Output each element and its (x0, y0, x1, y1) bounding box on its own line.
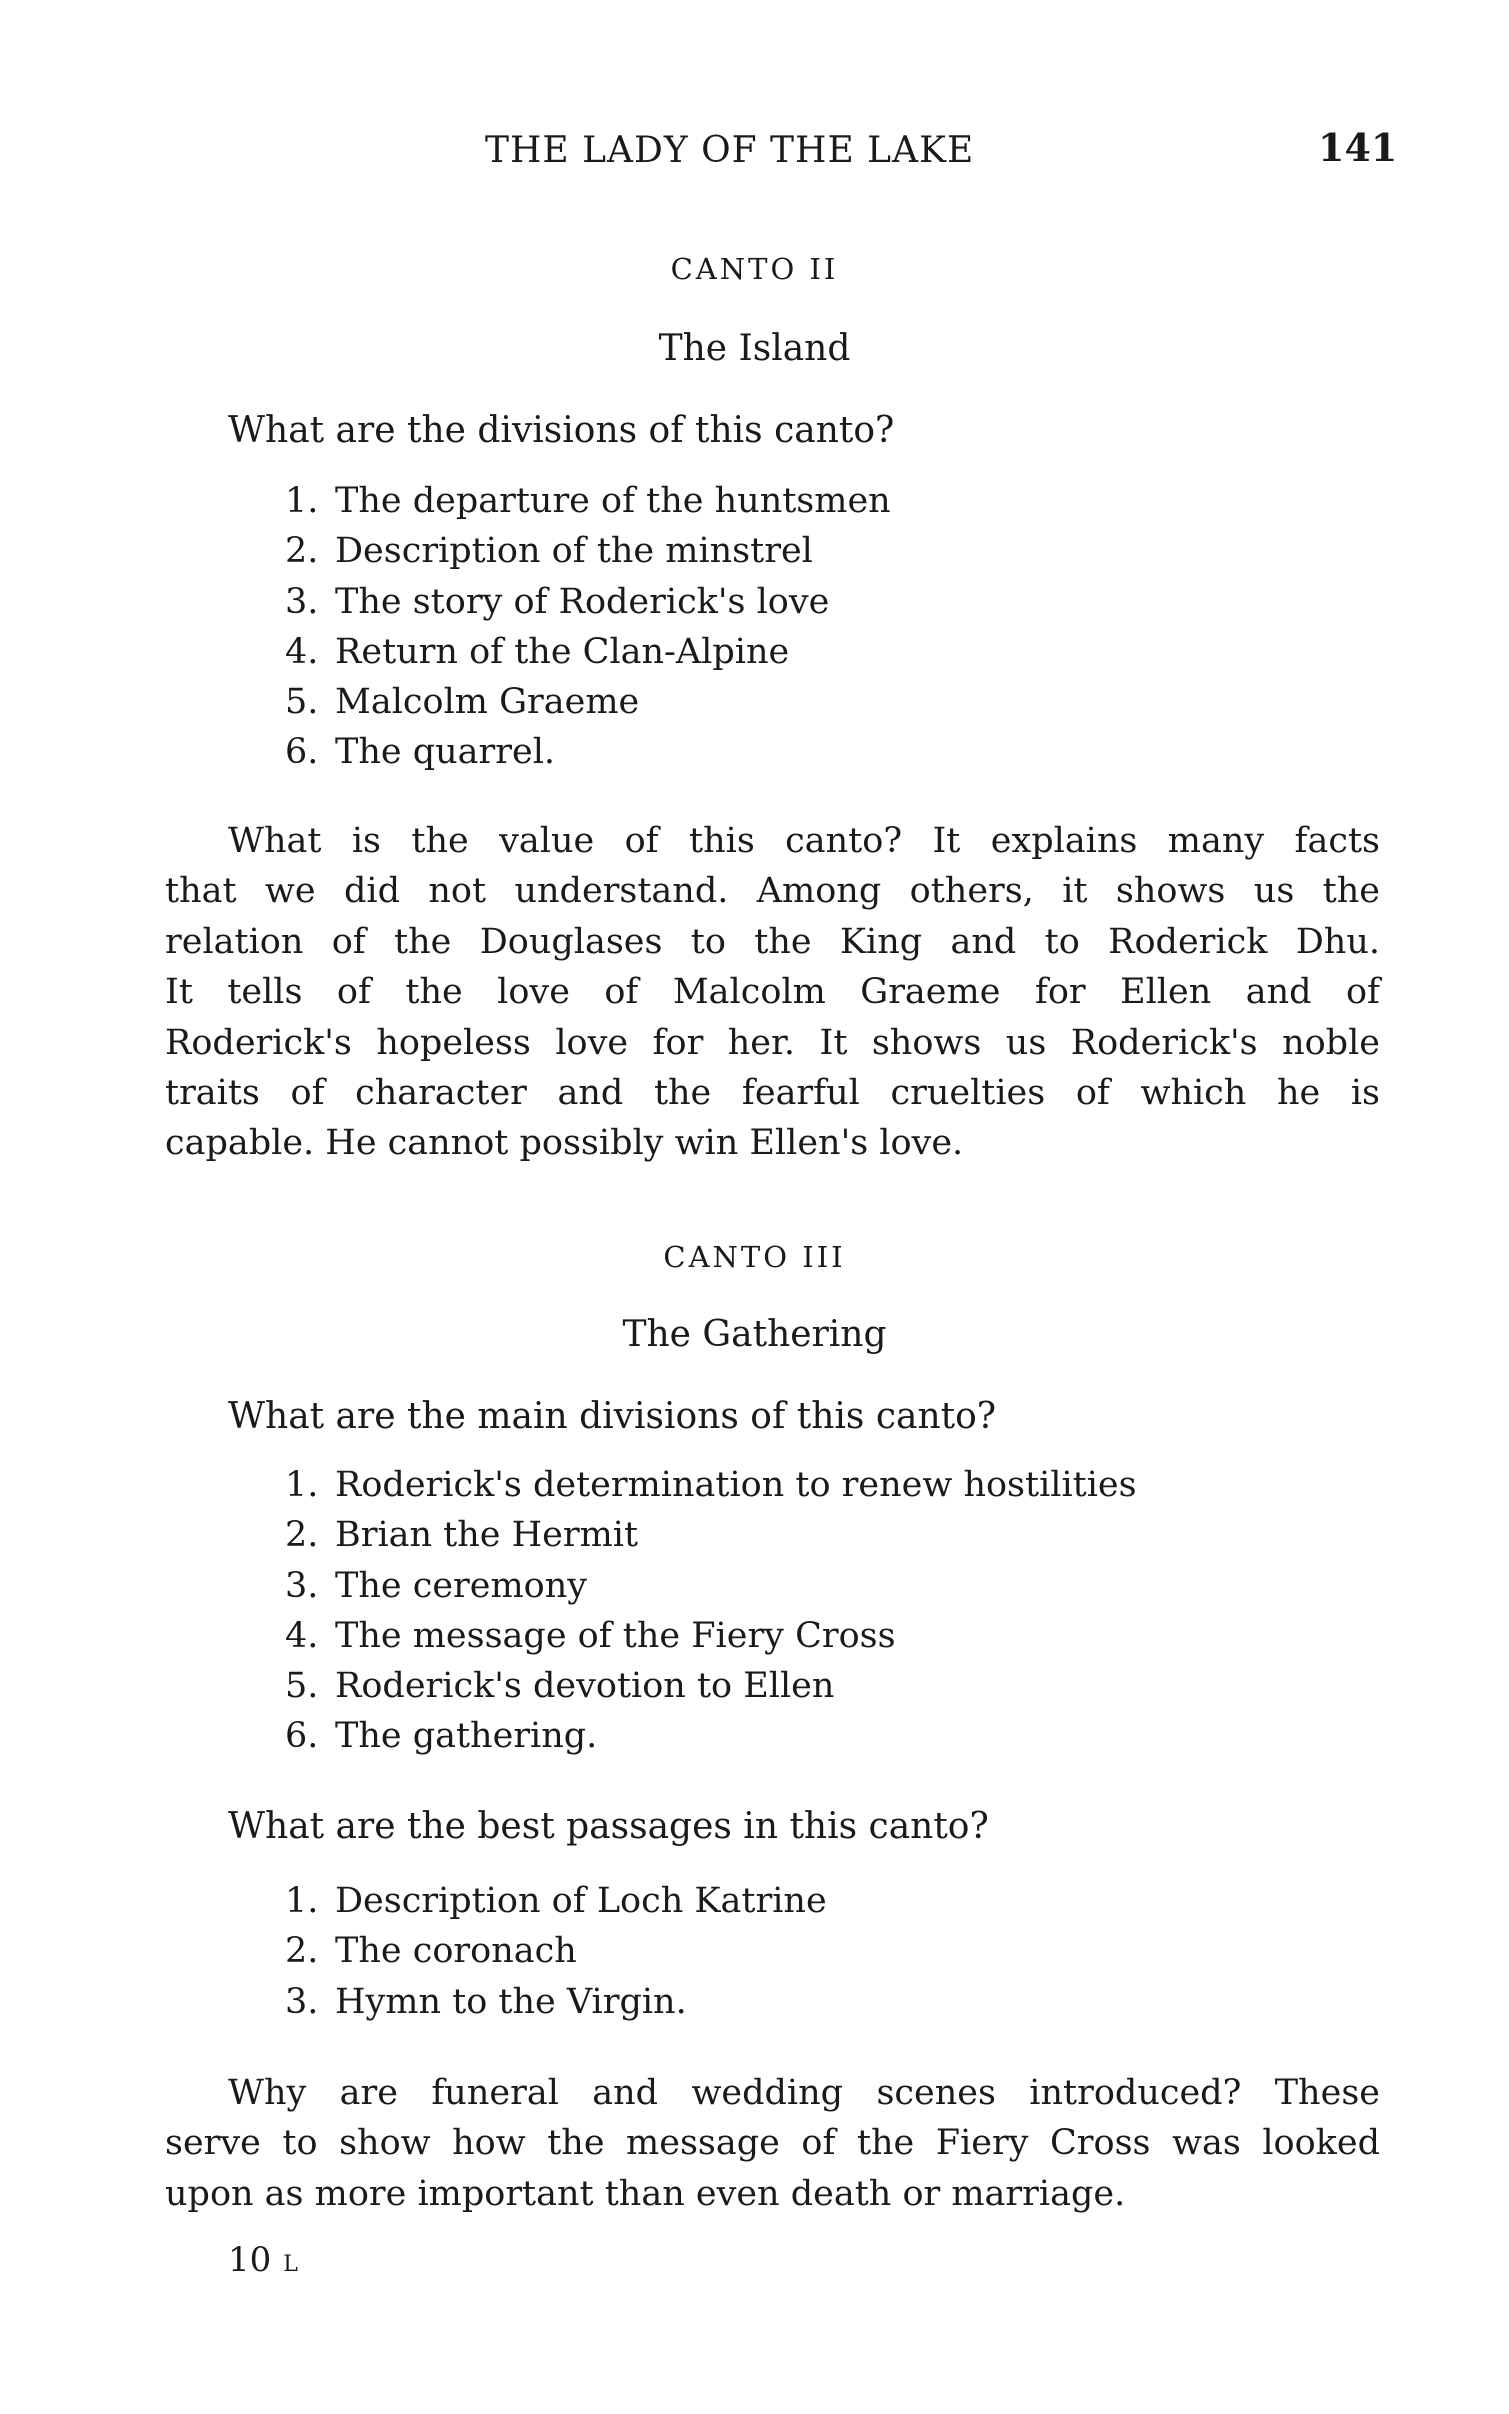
list-item-text: The message of the Fiery Cross (335, 1615, 896, 1656)
list-item (285, 1561, 1137, 1611)
list-item-number: 5. (285, 1666, 319, 1707)
paragraph-line: It tells of the love of Malcolm Graeme for Ellen and of (165, 972, 1380, 1013)
canto-3-title: The Gathering (622, 1314, 887, 1355)
list-item (285, 577, 891, 627)
canto-3-funeral-paragraph (165, 2068, 1380, 2219)
list-item (285, 1876, 827, 1926)
list-item (285, 1661, 1137, 1711)
canto-3-passages-question: What are the best passages in this canto? (228, 1806, 989, 1847)
list-item-number: 1. (285, 1465, 319, 1505)
paragraph-line: upon as more important than even death or marriage. (165, 2173, 1126, 2214)
list-item-text: Hymn to the Virgin. (335, 1981, 687, 2022)
list-item (285, 627, 891, 677)
list-item-number: 6. (285, 1716, 319, 1757)
page-number: 141 (1318, 125, 1398, 170)
list-item (285, 1460, 1137, 1510)
list-item-text: The quarrel. (335, 732, 556, 773)
list-item (285, 526, 891, 576)
running-title: THE LADY OF THE LAKE (485, 130, 975, 171)
canto-3-divisions-list (285, 1460, 1137, 1762)
list-item-text: Description of Loch Katrine (335, 1881, 827, 1921)
list-item-number: 1. (285, 1881, 319, 1921)
list-item-text: Brian the Hermit (335, 1515, 639, 1556)
list-item-number: 1. (285, 481, 319, 521)
canto-3-passages-list (285, 1876, 827, 2027)
paragraph-line: Roderick's hopeless love for her. It shows us Roderick's noble (165, 1022, 1380, 1063)
list-item-number: 2. (285, 1931, 319, 1972)
list-item-text: Return of the Clan-Alpine (335, 631, 790, 672)
list-item-number: 3. (285, 1565, 319, 1606)
paragraph-line: relation of the Douglases to the King and to Roderick Dhu. (165, 921, 1380, 962)
list-item (285, 1611, 1137, 1661)
list-item-number: 5. (285, 682, 319, 723)
signature-number: 10 (228, 2240, 272, 2280)
list-item-number: 2. (285, 1515, 319, 1556)
list-item (285, 1926, 827, 1976)
list-item-number: 2. (285, 531, 319, 572)
paragraph-line: What is the value of this canto? It explains many facts (228, 821, 1380, 861)
canto-3-divisions-question: What are the main divisions of this canto? (228, 1396, 997, 1437)
paragraph-line: capable. He cannot possibly win Ellen's love. (165, 1123, 964, 1164)
list-item-text: The coronach (335, 1931, 577, 1972)
list-item-text: The departure of the huntsmen (335, 481, 891, 521)
list-item (285, 476, 891, 526)
list-item-number: 4. (285, 631, 319, 672)
list-item-number: 3. (285, 1981, 319, 2022)
list-item-text: Malcolm Graeme (335, 682, 640, 723)
list-item-text: The gathering. (335, 1716, 598, 1757)
list-item-text: Roderick's determination to renew hostilities (335, 1465, 1137, 1505)
list-item-number: 6. (285, 732, 319, 773)
list-item-text: The ceremony (335, 1565, 588, 1606)
canto-2-title: The Island (658, 328, 851, 369)
list-item-number: 4. (285, 1615, 319, 1656)
paragraph-line: traits of character and the fearful cruelties of which he is (165, 1073, 1380, 1114)
signature-mark (228, 2240, 298, 2280)
list-item (285, 677, 891, 727)
list-item (285, 1977, 827, 2027)
list-item (285, 727, 891, 777)
list-item-text: The story of Roderick's love (335, 581, 830, 622)
paragraph-line: serve to show how the message of the Fiery Cross was looked (165, 2123, 1380, 2164)
list-item-text: Description of the minstrel (335, 531, 813, 572)
canto-2-divisions-question: What are the divisions of this canto? (228, 410, 895, 451)
paragraph-line: that we did not understand. Among others, it shows us the (165, 871, 1380, 912)
canto-3-heading: CANTO III (663, 1240, 846, 1274)
list-item-text: Roderick's devotion to Ellen (335, 1666, 835, 1707)
canto-2-divisions-list (285, 476, 891, 778)
canto-2-heading: CANTO II (670, 252, 839, 286)
list-item (285, 1711, 1137, 1761)
signature-letter: L (283, 2252, 298, 2277)
list-item-number: 3. (285, 581, 319, 622)
list-item (285, 1510, 1137, 1560)
canto-2-value-paragraph (165, 816, 1380, 1169)
paragraph-line: Why are funeral and wedding scenes introduced? These (228, 2073, 1380, 2113)
